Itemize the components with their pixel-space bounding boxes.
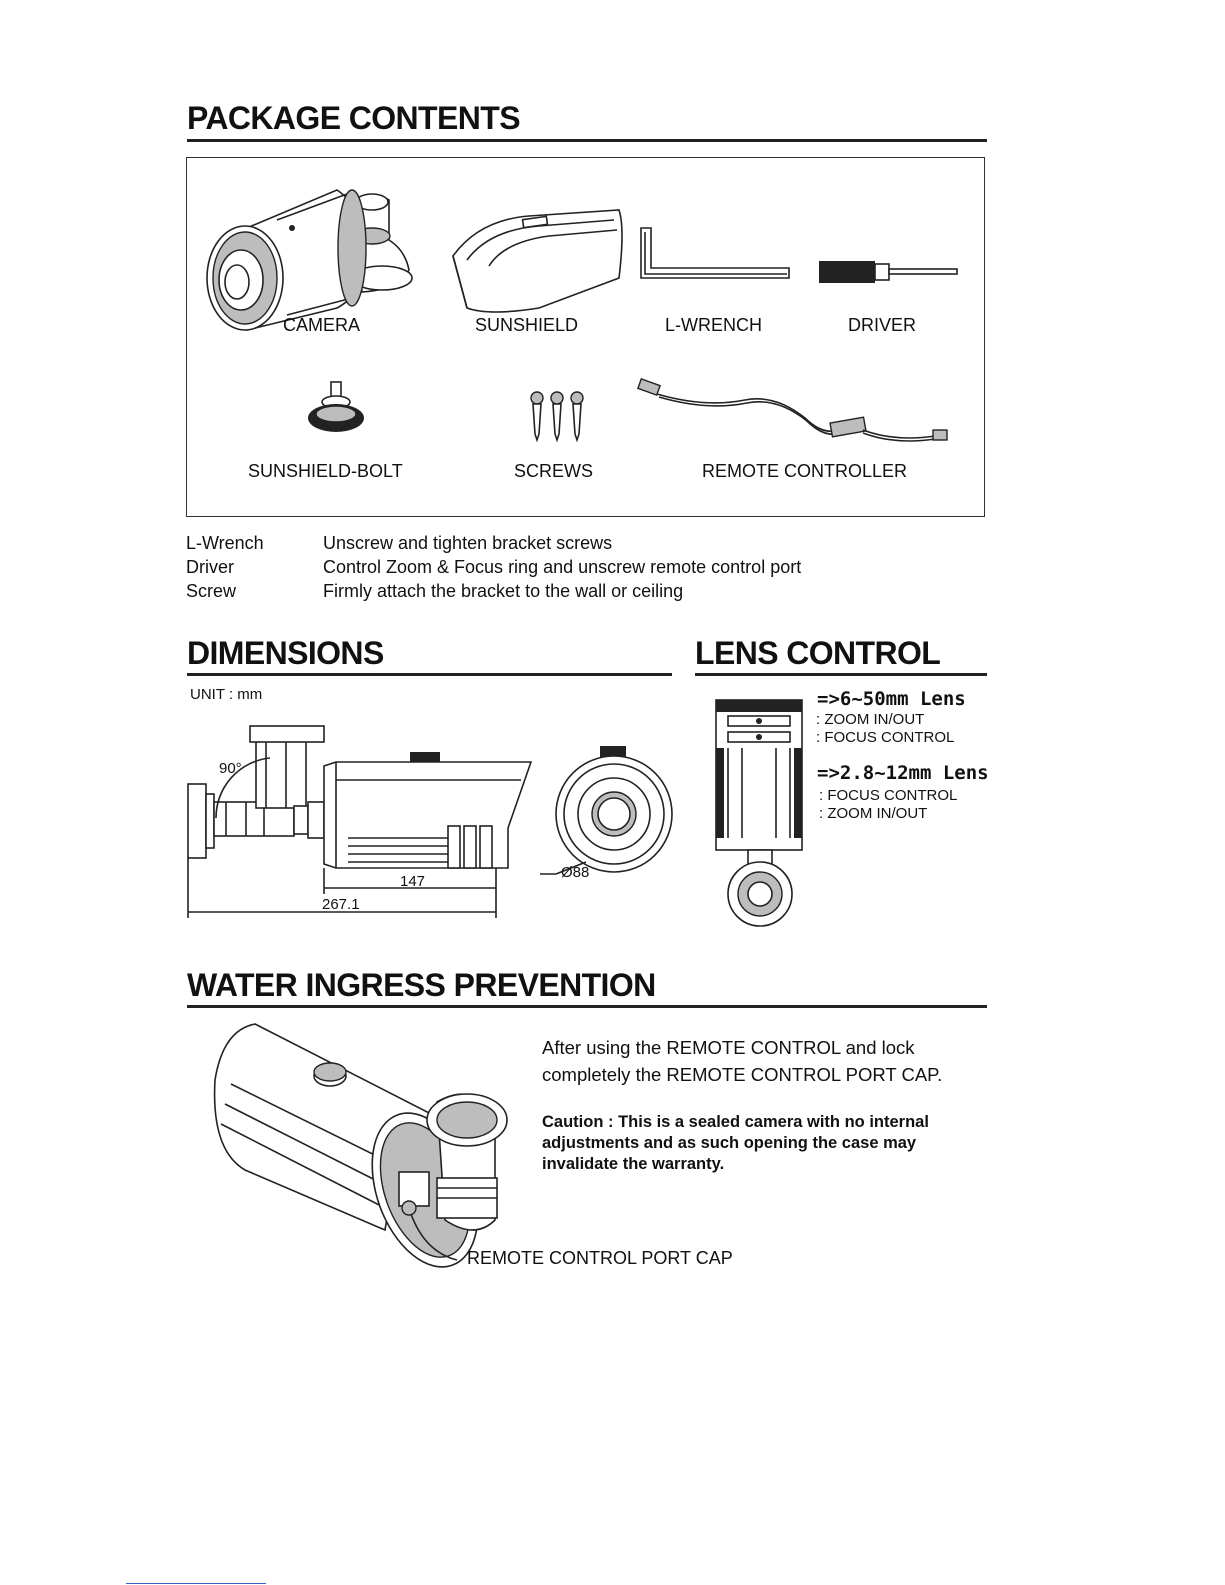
sunshield-bolt-label: SUNSHIELD-BOLT — [248, 461, 403, 481]
water-heading-rule — [187, 1005, 987, 1008]
water-ingress-heading: WATER INGRESS PREVENTION — [187, 967, 656, 1003]
port-cap-label: REMOTE CONTROL PORT CAP — [467, 1248, 733, 1268]
water-ingress-camera-illustration — [205, 1020, 535, 1280]
water-paragraph: After using the REMOTE CONTROL and lock completely the REMOTE CONTROL PORT CAP. — [542, 1037, 943, 1085]
definition-desc: Firmly attach the bracket to the wall or ceiling — [323, 581, 684, 601]
lens-control-heading-rule — [695, 673, 987, 676]
package-contents-box — [186, 157, 985, 517]
definition-desc: Unscrew and tighten bracket screws — [323, 533, 613, 553]
angle-label: 90° — [219, 760, 242, 777]
camera-label: CAMERA — [283, 315, 361, 335]
package-contents-heading: PACKAGE CONTENTS — [187, 100, 520, 136]
screws-label: SCREWS — [514, 461, 594, 481]
driver-label: DRIVER — [848, 315, 917, 335]
l-wrench-label: L-WRENCH — [665, 315, 762, 335]
package-heading-rule — [187, 139, 987, 142]
definition-term: Screw — [186, 581, 237, 601]
definition-desc: Control Zoom & Focus ring and unscrew remote control port — [323, 557, 802, 577]
definition-term: Driver — [186, 557, 234, 577]
lens-control-drawing — [712, 698, 812, 938]
lens2-line2: : ZOOM IN/OUT — [819, 805, 928, 822]
lens1-line2: : FOCUS CONTROL — [816, 729, 955, 746]
definition-row — [186, 557, 946, 581]
sunshield-illustration — [449, 208, 629, 318]
lens2-line1: : FOCUS CONTROL — [819, 787, 958, 804]
caution-note: Caution : This is a sealed camera with no internal adjustments and as such opening the case may invalidate the warranty. — [542, 1113, 929, 1173]
lens-control-heading: LENS CONTROL — [695, 635, 941, 671]
lens2-name: =>2.8~12mm Lens — [817, 762, 989, 784]
remote-controller-illustration — [635, 378, 965, 458]
footer-rule — [126, 1583, 266, 1584]
sunshield-bolt-illustration — [303, 378, 373, 448]
definitions-list — [186, 533, 946, 605]
unit-label: UNIT : mm — [190, 686, 263, 703]
screws-illustration — [525, 390, 595, 450]
camera-illustration — [197, 180, 427, 330]
definition-row — [186, 533, 946, 557]
driver-illustration — [817, 258, 967, 288]
l-wrench-illustration — [639, 226, 799, 286]
sunshield-label: SUNSHIELD — [475, 315, 579, 335]
length-body-label: 147 — [400, 873, 426, 890]
definition-row — [186, 581, 946, 605]
length-total-label: 267.1 — [322, 896, 360, 913]
dimensions-heading-rule — [187, 673, 672, 676]
definition-term: L-Wrench — [186, 533, 264, 553]
lens1-name: =>6~50mm Lens — [817, 688, 966, 710]
diameter-label: Ø88 — [561, 864, 590, 881]
dimensions-front-drawing — [550, 742, 680, 882]
dimensions-heading: DIMENSIONS — [187, 635, 384, 671]
remote-controller-label: REMOTE CONTROLLER — [702, 461, 908, 481]
lens1-line1: : ZOOM IN/OUT — [816, 711, 925, 728]
